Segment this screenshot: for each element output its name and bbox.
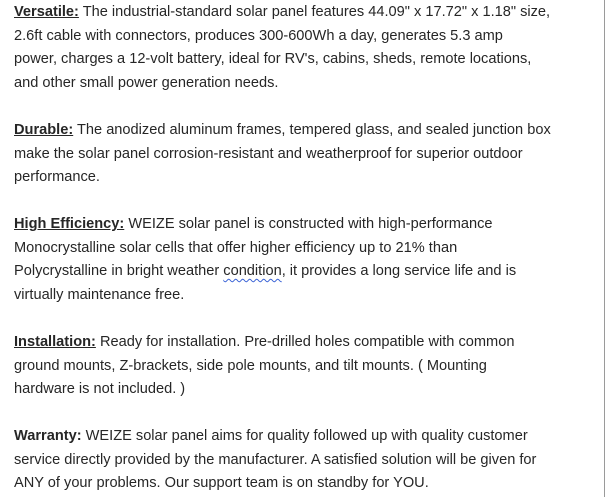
section-line: and other small power generation needs.: [14, 74, 279, 91]
section-label-installation: Installation:: [14, 334, 96, 350]
section-line: service directly provided by the manufacturer. A satisfied solution will be given for: [14, 451, 537, 468]
section-line: ANY of your problems. Our support team is on standby for YOU.: [14, 475, 429, 491]
section-line: ground mounts, Z-brackets, side pole mounts, and tilt mounts. ( Mounting: [14, 357, 487, 374]
section-line: hardware is not included. ): [14, 381, 186, 397]
section-line: Durable: The anodized aluminum frames, tempered glass, and sealed junction box: [14, 122, 551, 138]
section-line: Installation: Ready for installation. Pre-drilled holes compatible with common: [14, 334, 515, 350]
section-warranty: [14, 425, 596, 496]
section-line: power, charges a 12-volt battery, ideal for RV's, cabins, sheds, remote locations,: [14, 51, 532, 67]
section-label-versatile: Versatile:: [14, 4, 79, 20]
section-line: Versatile: The industrial-standard solar panel features 44.09" x 17.72" x 1.18" size,: [14, 4, 551, 20]
section-line: Monocrystalline solar cells that offer higher efficiency up to 21% than: [14, 239, 458, 256]
spellcheck-flagged-word[interactable]: condition: [223, 263, 282, 279]
section-label-warranty: Warranty:: [14, 428, 82, 444]
section-line: High Efficiency: WEIZE solar panel is constructed with high-performance: [14, 216, 493, 232]
section-line: make the solar panel corrosion-resistant and weatherproof for superior outdoor: [14, 145, 523, 162]
section-installation: [14, 331, 596, 402]
section-line: Warranty: WEIZE solar panel aims for quality followed up with quality customer: [14, 428, 528, 444]
section-line: 2.6ft cable with connectors, produces 300-600Wh a day, generates 5.3 amp: [14, 27, 503, 44]
section-label-durable: Durable:: [14, 122, 74, 138]
section-label-high-efficiency: High Efficiency:: [14, 216, 125, 232]
section-line: Polycrystalline in bright weather condition, it provides a long service life and is: [14, 263, 517, 279]
section-durable: [14, 119, 596, 190]
section-line: virtually maintenance free.: [14, 286, 185, 303]
section-versatile: [14, 1, 596, 95]
section-line: performance.: [14, 169, 100, 185]
section-high-efficiency: [14, 213, 596, 307]
